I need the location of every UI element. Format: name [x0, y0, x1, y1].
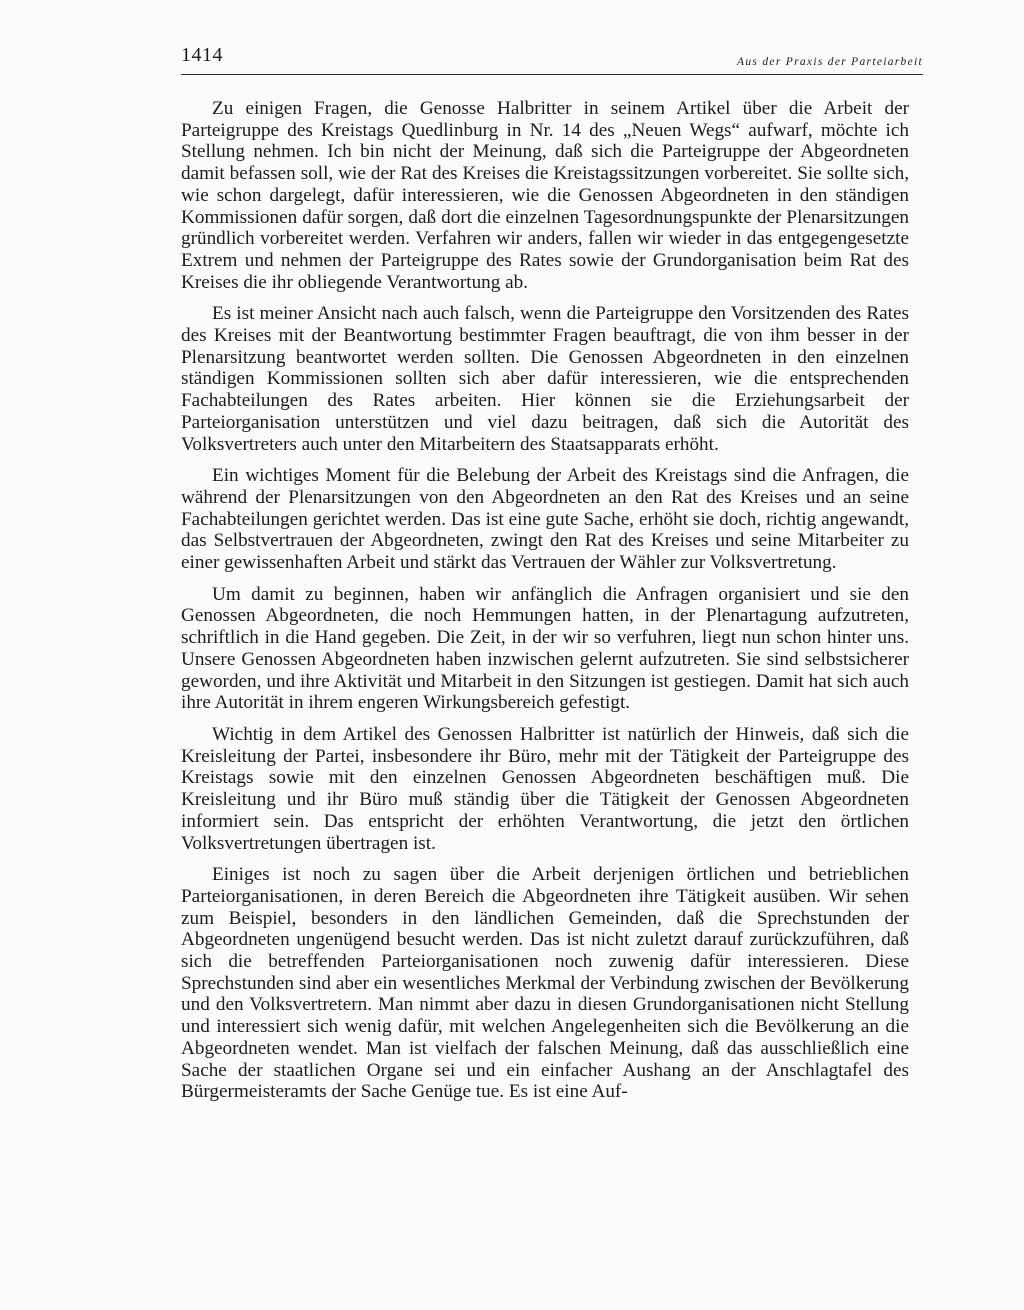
paragraph: Zu einigen Fragen, die Genosse Halbritter in seinem Artikel über die Arbeit der Parteigruppe des Kreistags Quedlinburg in Nr. 14 des „Neuen Wegs“ aufwarf, möchte ich Stellung nehmen. Ich bin nicht der Meinung, daß sich die Parteigruppe der Abgeordneten damit befassen soll, wie der Rat des Kreises die Kreistagssitzungen vorbereitet. Sie sollte sich, wie schon dargelegt, dafür interessieren, wie die Genossen Abgeordneten in den ständigen Kommissionen dafür sorgen, daß dort die einzelnen Tagesordnungspunkte der Plenarsitzungen gründlich vorbereitet werden. Verfahren wir anders, fallen wir wieder in das entgegengesetzte Extrem und nehmen der Parteigruppe des Rates sowie der Grundorganisation beim Rat des Kreises die ihr obliegende Verantwortung ab.: [181, 98, 909, 293]
page-number: 1414: [181, 44, 223, 66]
paragraph: Ein wichtiges Moment für die Belebung der Arbeit des Kreistags sind die Anfragen, die während der Plenarsitzungen von den Abgeordneten an den Rat des Kreises und an seine Fachabteilungen gerichtet werden. Das ist eine gute Sache, erhöht sie doch, richtig angewandt, das Selbstvertrauen der Abgeordneten, zwingt den Rat des Kreises und seine Mitarbeiter zu einer gewissenhaften Arbeit und stärkt das Vertrauen der Wähler zur Volksvertretung.: [181, 465, 909, 574]
paragraph: Es ist meiner Ansicht nach auch falsch, wenn die Parteigruppe den Vorsitzenden des Rates des Kreises mit der Beantwortung bestimmter Fragen beauftragt, die von ihm besser in der Plenarsitzung beantwortet werden sollten. Die Genossen Abgeordneten in den einzelnen ständigen Kommissionen sollten sich aber dafür interessieren, wie die entsprechenden Fachabteilungen des Rates arbeiten. Hier können sie die Erziehungsarbeit der Parteiorganisation unterstützen und viel dazu beitragen, daß sich die Autorität des Volksvertreters auch unter den Mitarbeitern des Staatsapparats erhöht.: [181, 303, 909, 455]
page-header: [181, 44, 923, 75]
paragraph: Um damit zu beginnen, haben wir anfänglich die Anfragen organisiert und sie den Genossen Abgeordneten, die noch Hemmungen hatten, in der Plenartagung aufzutreten, schriftlich in die Hand gegeben. Die Zeit, in der wir so verfuhren, liegt nun schon hinter uns. Unsere Genossen Abgeordneten haben inzwischen gelernt aufzutreten. Sie sind selbstsicherer geworden, und ihre Aktivität und Mitarbeit in den Sitzungen ist gestiegen. Damit hat sich auch ihre Autorität in ihrem engeren Wirkungsbereich gefestigt.: [181, 583, 909, 714]
article-body: [181, 98, 909, 1113]
paragraph: Wichtig in dem Artikel des Genossen Halbritter ist natürlich der Hinweis, daß sich die Kreisleitung der Partei, insbesondere ihr Büro, mehr mit der Tätigkeit der Parteigruppe des Kreistags sowie mit den einzelnen Genossen Abgeordneten beschäftigen muß. Die Kreisleitung und ihr Büro muß ständig über die Tätigkeit der Genossen Abgeordneten informiert sein. Das entspricht der erhöhten Verantwortung, die jetzt den örtlichen Volksvertretungen übertragen ist.: [181, 723, 909, 854]
running-head: Aus der Praxis der Parteiarbeit: [737, 56, 923, 68]
paragraph: Einiges ist noch zu sagen über die Arbeit derjenigen örtlichen und betrieblichen Parteiorganisationen, in deren Bereich die Abgeordneten ihre Tätigkeit ausüben. Wir sehen zum Beispiel, besonders in den ländlichen Gemeinden, daß die Sprechstunden der Abgeordneten ungenügend besucht werden. Das ist nicht zuletzt darauf zurückzuführen, daß sich die betreffenden Parteiorganisationen noch zuwenig dafür interessieren. Diese Sprechstunden sind aber ein wesentliches Merkmal der Verbindung zwischen der Bevölkerung und den Volksvertretern. Man nimmt aber dazu in diesen Grundorganisationen nicht Stellung und interessiert sich wenig dafür, mit welchen Angelegenheiten sich die Bevölkerung an die Abgeordneten wendet. Man ist vielfach der falschen Meinung, daß das ausschließlich eine Sache der staatlichen Organe sei und ein einfacher Aushang an der Anschlagtafel des Bürgermeisteramts der Sache Genüge tue. Es ist eine Auf-: [181, 864, 909, 1103]
